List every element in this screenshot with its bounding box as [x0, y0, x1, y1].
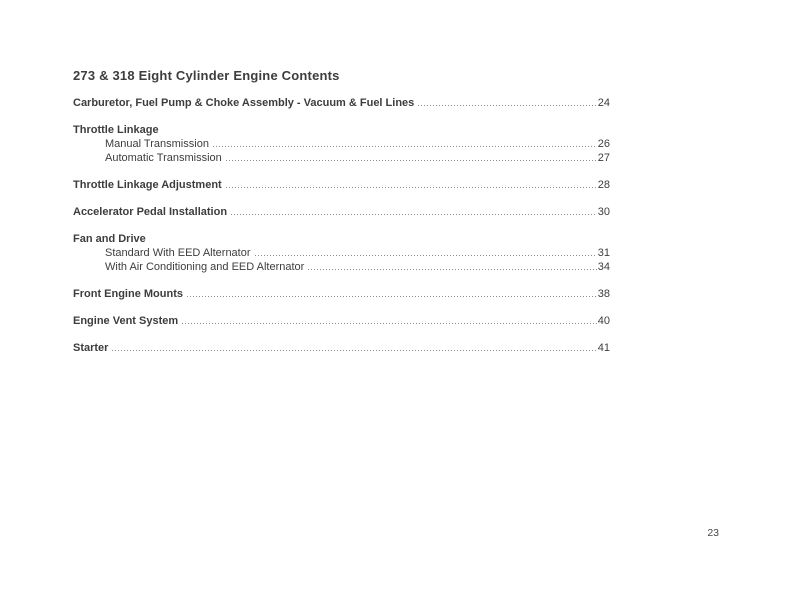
- toc-entry-label: Starter: [73, 342, 109, 354]
- toc-block: [73, 205, 610, 219]
- toc-entry: [73, 151, 610, 165]
- toc-block: [73, 341, 610, 355]
- toc-entry-label: With Air Conditioning and EED Alternator: [105, 261, 305, 273]
- toc-entry-page-number: 24: [597, 97, 610, 109]
- toc-dot-leader: [418, 105, 596, 106]
- toc-dot-leader: [231, 214, 597, 215]
- toc-entry-label: Throttle Linkage: [73, 124, 159, 136]
- toc-entry: [73, 96, 610, 110]
- toc-entry: [73, 260, 610, 274]
- toc-entry-page-number: 30: [597, 206, 610, 218]
- toc-dot-leader: [226, 160, 597, 161]
- toc-entry-page-number: 38: [597, 288, 610, 300]
- toc-block: [73, 232, 610, 274]
- toc-entry: [73, 314, 610, 328]
- toc-entry-page-number: 41: [597, 342, 610, 354]
- toc-entry: [73, 178, 610, 192]
- toc-entry-label: Engine Vent System: [73, 315, 179, 327]
- toc-entry-page-number: 27: [597, 152, 610, 164]
- toc-entry-label: Throttle Linkage Adjustment: [73, 179, 222, 191]
- toc-dot-leader: [308, 269, 596, 270]
- toc-block: [73, 96, 610, 110]
- toc-entry-label: Carburetor, Fuel Pump & Choke Assembly - Vacuum & Fuel Lines: [73, 97, 415, 109]
- toc-entry-label: Standard With EED Alternator: [105, 247, 251, 259]
- toc-block: [73, 287, 610, 301]
- toc-dot-leader: [112, 350, 596, 351]
- toc-entry: [73, 287, 610, 301]
- toc-entry-label: Fan and Drive: [73, 233, 146, 245]
- toc-entry: [73, 205, 610, 219]
- toc-entry-page-number: 31: [597, 247, 610, 259]
- toc-entry-page-number: 34: [597, 261, 610, 273]
- toc-block: [73, 178, 610, 192]
- toc-section-header: [73, 123, 610, 137]
- toc-dot-leader: [226, 187, 597, 188]
- toc-entry-label: Front Engine Mounts: [73, 288, 183, 300]
- toc-dot-leader: [213, 146, 597, 147]
- toc-entry: [73, 246, 610, 260]
- toc-dot-leader: [182, 323, 597, 324]
- toc-block: [73, 314, 610, 328]
- toc-entry-label: Manual Transmission: [105, 138, 209, 150]
- page-content: [73, 67, 610, 368]
- toc-section-header: [73, 232, 610, 246]
- toc-entry-page-number: 40: [597, 315, 610, 327]
- toc-dot-leader: [255, 255, 597, 256]
- toc-entry: [73, 137, 610, 151]
- toc-block: [73, 123, 610, 165]
- toc-entry-label: Automatic Transmission: [105, 152, 222, 164]
- page-title: 273 & 318 Eight Cylinder Engine Contents: [73, 68, 340, 83]
- toc-entry: [73, 341, 610, 355]
- toc-dot-leader: [187, 296, 597, 297]
- table-of-contents: [73, 96, 610, 355]
- toc-entry-page-number: 26: [597, 138, 610, 150]
- page-number: 23: [707, 527, 719, 539]
- toc-entry-page-number: 28: [597, 179, 610, 191]
- toc-entry-label: Accelerator Pedal Installation: [73, 206, 228, 218]
